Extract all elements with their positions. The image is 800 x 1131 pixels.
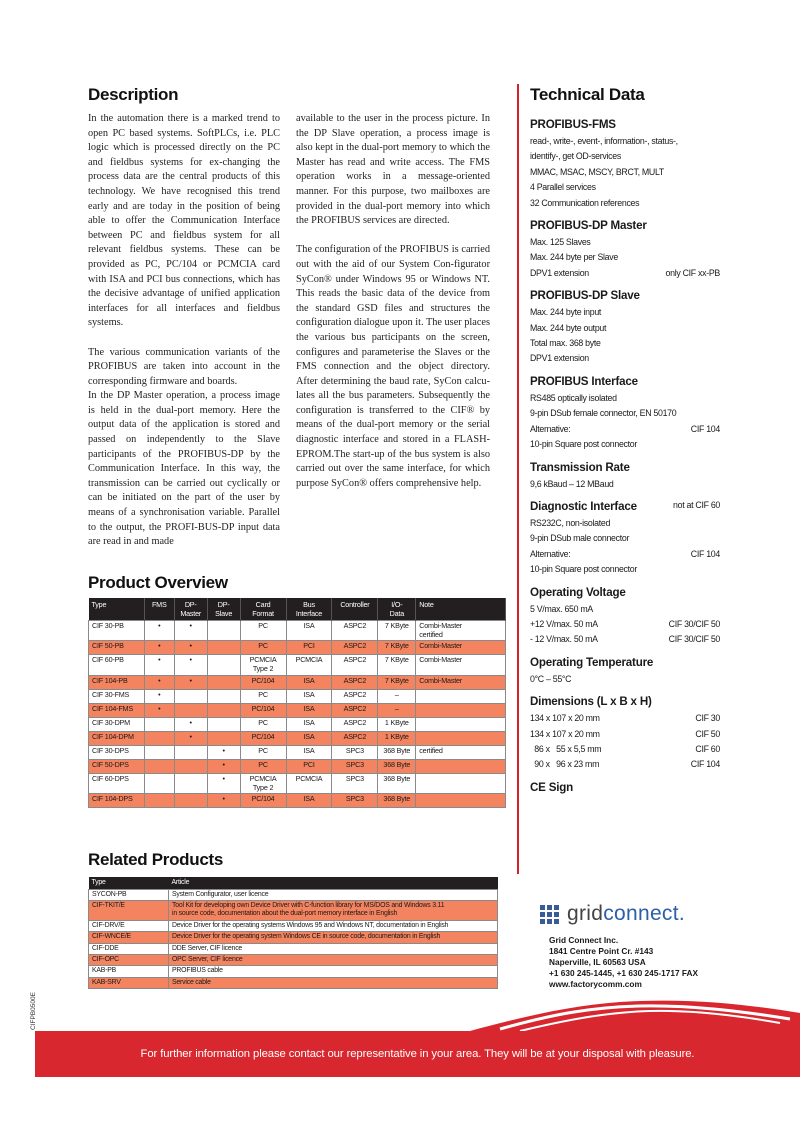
- tech-line: 4 Parallel services: [530, 182, 596, 193]
- column-header: Type: [89, 877, 169, 889]
- table-header-row: [89, 598, 506, 621]
- table-cell: 368 Byte: [378, 794, 416, 808]
- tech-line: 134 x 107 x 20 mm CIF 50: [530, 728, 720, 739]
- table-row: [89, 900, 498, 920]
- table-cell: SPC3: [332, 759, 378, 773]
- table-cell: [174, 745, 207, 759]
- table-cell: System Configurator, user licence: [169, 889, 498, 900]
- table-cell: •: [174, 717, 207, 731]
- description-paragraph: In the automation there is a marked trend to open PC based systems. SoftPLCs, i.e. PLC logic which is processed directly on the PC and fieldbus systems for ex-changing the process data are the central products of this technology. We have recognised this trend early and are today in the position of being able to offer the Communication Interface between PC and fieldbus system for all relevant fieldbus systems. These can be provided as PC, PC/104 or PCMCIA card with ISA and PCI bus connections, which has the decisive advantage of unified application interfaces for all interfaces and fieldbus systems.: [88, 113, 280, 329]
- technical-data-list: [530, 118, 720, 797]
- column-header: Controller: [332, 598, 378, 621]
- table-cell: [174, 689, 207, 703]
- table-cell: ISA: [286, 745, 332, 759]
- gridconnect-logo: [540, 900, 685, 928]
- table-cell: [174, 759, 207, 773]
- table-cell: CIF 30-PB: [89, 621, 145, 641]
- table-cell: PCMCIA Type 2: [240, 655, 286, 675]
- table-cell: CIF 104-DPM: [89, 731, 145, 745]
- description-column-1: [88, 112, 280, 564]
- table-cell: KAB-SRV: [89, 977, 169, 988]
- related-products-table: [88, 877, 498, 989]
- column-header: DP- Master: [174, 598, 207, 621]
- table-cell: SPC3: [332, 794, 378, 808]
- table-row: [89, 745, 506, 759]
- table-cell: [144, 759, 174, 773]
- table-cell: CIF 30-DPS: [89, 745, 145, 759]
- table-cell: ASPC2: [332, 689, 378, 703]
- table-cell: 7 KByte: [378, 621, 416, 641]
- table-cell: [416, 759, 506, 773]
- table-cell: Combi-Master: [416, 675, 506, 689]
- address-line: Naperville, IL 60563 USA: [549, 957, 646, 967]
- table-cell: •: [174, 731, 207, 745]
- table-cell: –: [378, 703, 416, 717]
- table-cell: OPC Server, CIF licence: [169, 954, 498, 965]
- table-cell: PCI: [286, 759, 332, 773]
- table-cell: 368 Byte: [378, 773, 416, 793]
- table-cell: CIF 104-FMS: [89, 703, 145, 717]
- table-cell: [207, 621, 240, 641]
- table-cell: •: [144, 621, 174, 641]
- table-cell: PC: [240, 759, 286, 773]
- product-overview-table: [88, 598, 506, 808]
- table-row: [89, 621, 506, 641]
- tech-section-title: PROFIBUS-FMS: [530, 118, 616, 131]
- tech-line: 32 Communication references: [530, 197, 640, 208]
- tech-section-title: CE Sign: [530, 780, 574, 794]
- table-cell: Device Driver for the operating systems Windows 95 and Windows NT, documentation in English: [169, 920, 498, 931]
- table-cell: PCMCIA Type 2: [240, 773, 286, 793]
- table-cell: [416, 794, 506, 808]
- table-cell: CIF 30-DPM: [89, 717, 145, 731]
- table-cell: PC: [240, 641, 286, 655]
- table-row: [89, 731, 506, 745]
- logo-wordmark: gridconnect.: [567, 902, 686, 925]
- table-cell: CIF 60-DPS: [89, 773, 145, 793]
- table-cell: •: [144, 675, 174, 689]
- table-cell: PCI: [286, 641, 332, 655]
- table-cell: Service cable: [169, 977, 498, 988]
- table-cell: •: [174, 655, 207, 675]
- table-cell: CIF 50-DPS: [89, 759, 145, 773]
- table-cell: [207, 689, 240, 703]
- table-cell: ISA: [286, 794, 332, 808]
- table-cell: CIF-DDE: [89, 943, 169, 954]
- tech-line: 10-pin Square post connector: [530, 564, 638, 575]
- column-header: I/O- Data: [378, 598, 416, 621]
- table-cell: Tool Kit for developing own Device Driver with C-function library for MS/DOS and Windows 3.11 in source code, documentation about the dual-port memory interface in English: [169, 900, 498, 920]
- table-row: [89, 889, 498, 900]
- tech-line: read-, write-, event-, information-, status-,: [530, 136, 678, 146]
- table-cell: PC: [240, 745, 286, 759]
- tech-line: DPV1 extension: [530, 353, 589, 364]
- table-cell: CIF 104-PB: [89, 675, 145, 689]
- tech-section-title: Operating Voltage: [530, 585, 626, 599]
- table-row: [89, 977, 498, 988]
- table-cell: [144, 717, 174, 731]
- tech-section-title: Transmission Rate: [530, 460, 630, 474]
- tech-section-title: PROFIBUS Interface: [530, 374, 638, 388]
- table-cell: PC: [240, 717, 286, 731]
- column-header: DP- Slave: [207, 598, 240, 621]
- table-cell: •: [144, 689, 174, 703]
- table-cell: 368 Byte: [378, 759, 416, 773]
- tech-line: Max. 125 Slaves: [530, 237, 591, 248]
- table-cell: ASPC2: [332, 731, 378, 745]
- table-row: [89, 759, 506, 773]
- tech-line: Total max. 368 byte: [530, 338, 601, 349]
- table-cell: [207, 641, 240, 655]
- description-heading: Description: [88, 85, 179, 104]
- table-cell: •: [174, 641, 207, 655]
- table-cell: PCMCIA: [286, 655, 332, 675]
- table-cell: ASPC2: [332, 717, 378, 731]
- table-cell: 7 KByte: [378, 675, 416, 689]
- table-cell: [207, 675, 240, 689]
- tech-line: 5 V/max. 650 mA: [530, 603, 593, 614]
- table-row: [89, 794, 506, 808]
- table-cell: PC/104: [240, 703, 286, 717]
- table-row: [89, 966, 498, 977]
- table-row: [89, 773, 506, 793]
- column-header: Article: [169, 877, 498, 889]
- tech-line: MMAC, MSAC, MSCY, BRCT, MULT: [530, 166, 664, 177]
- table-cell: ISA: [286, 689, 332, 703]
- table-cell: PROFIBUS cable: [169, 966, 498, 977]
- tech-section-title: PROFIBUS-DP Slave: [530, 289, 640, 303]
- table-row: [89, 675, 506, 689]
- description-paragraph: The configuration of the PROFIBUS is carried out with the aid of our System Con-figurator SyCon® under Windows 95 or Windows NT. This reads the basic data of the device from the standard GSD files and structures the configuration dialogue upon it. The user places the various bus participants on the screen, configures and parameterise the Slaves or the FMS connection and the object directory. After determining the baud rate, SyCon calcu-lates all the bus parameters. Subsequently the configuration is transferred to the CIF® by means of the dual-port memory or the serial diagnostic interface and stored in a FLASH-EPROM.The start-up of the bus system is also carried out over the same interface, for which purpose SyCon® offers comprehensive help.: [296, 244, 490, 489]
- table-cell: ISA: [286, 703, 332, 717]
- table-row: [89, 655, 506, 675]
- tech-line: 9-pin DSub female connector, EN 50170: [530, 408, 677, 419]
- table-cell: 368 Byte: [378, 745, 416, 759]
- table-cell: [416, 703, 506, 717]
- table-cell: [207, 731, 240, 745]
- table-cell: CIF-OPC: [89, 954, 169, 965]
- table-row: [89, 954, 498, 965]
- website-link[interactable]: www.factorycomm.com: [549, 979, 642, 989]
- table-row: [89, 717, 506, 731]
- table-cell: [174, 794, 207, 808]
- table-cell: [144, 745, 174, 759]
- tech-section-title: Operating Temperature: [530, 655, 654, 669]
- tech-line: Max. 244 byte output: [530, 322, 607, 333]
- table-cell: [174, 773, 207, 793]
- table-cell: PC/104: [240, 675, 286, 689]
- tech-line: DPV1 extension only CIF xx-PB: [530, 267, 720, 278]
- table-cell: 7 KByte: [378, 655, 416, 675]
- table-cell: CIF 50-PB: [89, 641, 145, 655]
- table-cell: ASPC2: [332, 703, 378, 717]
- description-paragraph: available to the user in the process picture. In the DP Slave operation, a process image is also kept in the dual-port memory to which the Master has read and write access. The FMS operation works in a message-oriented manner. For this purpose, two mailboxes are provided in the dual-port memory into which the PROFIBUS services are directed.: [296, 113, 490, 227]
- table-row: [89, 920, 498, 931]
- table-cell: PCMCIA: [286, 773, 332, 793]
- column-header: FMS: [144, 598, 174, 621]
- footer-banner: [35, 1031, 800, 1077]
- table-cell: 1 KByte: [378, 731, 416, 745]
- table-cell: [416, 689, 506, 703]
- column-header: Card Format: [240, 598, 286, 621]
- table-cell: •: [174, 675, 207, 689]
- table-cell: SPC3: [332, 773, 378, 793]
- column-header: Note: [416, 598, 506, 621]
- swoosh-decoration: [470, 985, 800, 1035]
- table-row: [89, 641, 506, 655]
- tech-line: 90 x 96 x 23 mm CIF 104: [530, 759, 720, 770]
- tech-line: 9-pin DSub male connector: [530, 533, 630, 544]
- table-cell: CIF-WNCE/E: [89, 932, 169, 943]
- technical-data-heading: Technical Data: [530, 85, 645, 104]
- table-cell: SPC3: [332, 745, 378, 759]
- tech-line: Alternative: CIF 104: [530, 423, 720, 434]
- table-cell: [416, 773, 506, 793]
- related-products-heading: Related Products: [88, 850, 224, 869]
- table-cell: PC/104: [240, 794, 286, 808]
- table-cell: [207, 717, 240, 731]
- table-cell: 7 KByte: [378, 641, 416, 655]
- tech-section-title: PROFIBUS-DP Master: [530, 219, 647, 233]
- table-cell: ISA: [286, 731, 332, 745]
- table-cell: •: [174, 621, 207, 641]
- table-cell: •: [207, 773, 240, 793]
- table-cell: ASPC2: [332, 675, 378, 689]
- table-cell: –: [378, 689, 416, 703]
- column-divider: [517, 84, 519, 874]
- address-line: 1841 Centre Point Cr. #143: [549, 946, 654, 956]
- tech-line: identify-, get OD-services: [530, 151, 621, 162]
- table-cell: CIF 60-PB: [89, 655, 145, 675]
- table-row: [89, 943, 498, 954]
- table-cell: PC: [240, 689, 286, 703]
- description-paragraph: In the DP Master operation, a process image is held in the dual-port memory. Here the output data of the application is stored and passed on independently to the Slave participants of the PROFIBUS-DP by the Communication Interface. In this way, the transmission can be carried out cyclically or can be initiated on the part of the user by means of a synchronisation variable. Parallel to the output, the PROFI-BUS-DP input data are read in and made: [88, 390, 280, 548]
- tech-line: Max. 244 byte per Slave: [530, 252, 618, 263]
- tech-line: Max. 244 byte input: [530, 307, 602, 318]
- table-cell: PC/104: [240, 731, 286, 745]
- table-cell: [416, 731, 506, 745]
- table-cell: SYCON-PB: [89, 889, 169, 900]
- tech-line: 0°C – 55°C: [530, 673, 572, 684]
- tech-section-title: Dimensions (L x B x H): [530, 695, 652, 709]
- column-header: Bus Interface: [286, 598, 332, 621]
- tech-section-title: Diagnostic Interface not at CIF 60: [530, 499, 720, 513]
- table-cell: DDE Server, CIF licence: [169, 943, 498, 954]
- table-row: [89, 703, 506, 717]
- table-cell: CIF-DRV/E: [89, 920, 169, 931]
- table-cell: •: [144, 703, 174, 717]
- company-name: Grid Connect Inc.: [549, 935, 619, 945]
- table-cell: [207, 655, 240, 675]
- footer-text: For further information please contact our representative in your area. They will be at your disposal with pleasure.: [140, 1048, 695, 1060]
- table-cell: [207, 703, 240, 717]
- table-cell: [144, 794, 174, 808]
- table-row: [89, 689, 506, 703]
- table-cell: •: [207, 745, 240, 759]
- table-cell: ASPC2: [332, 621, 378, 641]
- tech-line: RS485 optically isolated: [530, 392, 617, 403]
- table-cell: [416, 717, 506, 731]
- table-cell: •: [207, 759, 240, 773]
- logo-grid-icon: [540, 905, 559, 924]
- table-cell: Device Driver for the operating system Windows CE in source code, documentation in English: [169, 932, 498, 943]
- table-cell: •: [207, 794, 240, 808]
- tech-line: RS232C, non-isolated: [530, 517, 611, 528]
- table-cell: ISA: [286, 717, 332, 731]
- table-cell: •: [144, 655, 174, 675]
- table-cell: ASPC2: [332, 641, 378, 655]
- table-header-row: [89, 877, 498, 889]
- table-cell: Combi-Master: [416, 655, 506, 675]
- tech-line: 134 x 107 x 20 mm CIF 30: [530, 713, 720, 724]
- document-code: CIFPB0500E: [30, 992, 37, 1030]
- tech-line: - 12 V/max. 50 mA CIF 30/CIF 50: [530, 634, 720, 645]
- tech-line: 9,6 kBaud – 12 MBaud: [530, 478, 614, 489]
- table-cell: CIF-TKIT/E: [89, 900, 169, 920]
- table-row: [89, 932, 498, 943]
- description-column-2: [296, 112, 490, 506]
- tech-line: 86 x 55 x 5,5 mm CIF 60: [530, 743, 720, 754]
- product-overview-heading: Product Overview: [88, 573, 228, 592]
- table-cell: [144, 773, 174, 793]
- contact-block: [549, 935, 698, 990]
- table-cell: Combi-Master: [416, 641, 506, 655]
- column-header: Type: [89, 598, 145, 621]
- table-cell: ISA: [286, 621, 332, 641]
- tech-line: Alternative: CIF 104: [530, 548, 720, 559]
- table-cell: ASPC2: [332, 655, 378, 675]
- table-cell: [174, 703, 207, 717]
- table-cell: •: [144, 641, 174, 655]
- table-cell: KAB-PB: [89, 966, 169, 977]
- table-cell: [144, 731, 174, 745]
- table-cell: 1 KByte: [378, 717, 416, 731]
- table-cell: CIF 104-DPS: [89, 794, 145, 808]
- table-cell: Combi-Master certified: [416, 621, 506, 641]
- table-cell: certified: [416, 745, 506, 759]
- tech-line: +12 V/max. 50 mA CIF 30/CIF 50: [530, 618, 720, 629]
- description-paragraph: The various communication variants of the PROFIBUS are taken into account in the corresponding firmware and boards.: [88, 346, 280, 387]
- table-cell: CIF 30-FMS: [89, 689, 145, 703]
- phone-line: +1 630 245-1445, +1 630 245-1717 FAX: [549, 968, 699, 978]
- table-cell: PC: [240, 621, 286, 641]
- tech-line: 10-pin Square post connector: [530, 439, 638, 450]
- table-cell: ISA: [286, 675, 332, 689]
